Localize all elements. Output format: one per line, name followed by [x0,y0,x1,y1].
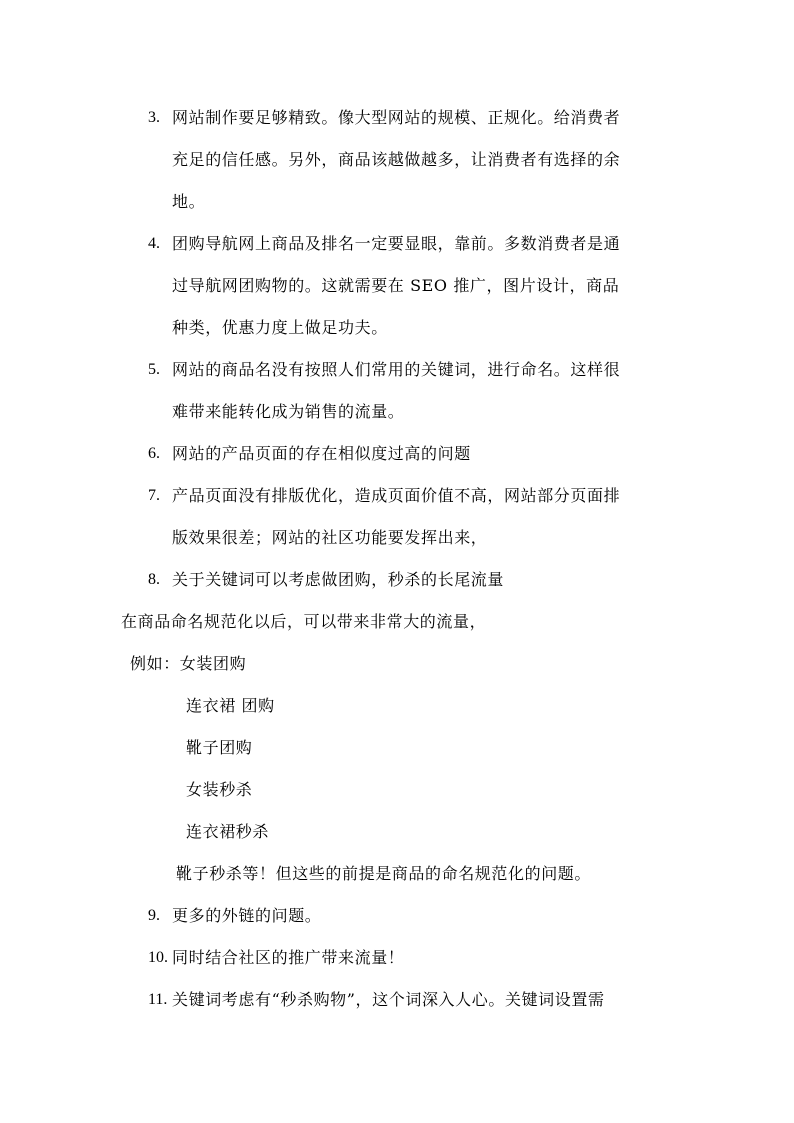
list-number: 9. [148,907,160,924]
list-number: 7. [148,487,160,504]
list-item-line: 版效果很差；网站的社区功能要发挥出来， [172,528,488,547]
example-item: 连衣裙 团购 [186,696,275,715]
example-item: 女装秒杀 [186,780,253,799]
list-item-line: 网站制作要足够精致。像大型网站的规模、正规化。给消费者 [172,108,621,127]
example-item: 连衣裙秒杀 [186,822,270,841]
body-paragraph: 在商品命名规范化以后，可以带来非常大的流量， [121,612,487,631]
list-number: 6. [148,445,160,462]
example-item: 靴子团购 [186,738,253,757]
list-item-line: 充足的信任感。另外，商品该越做越多，让消费者有选择的余 [172,150,621,169]
list-number: 10. [148,949,168,966]
list-item-line: 过导航网团购物的。这就需要在 SEO 推广，图片设计，商品 [172,276,620,295]
list-number: 5. [148,361,160,378]
example-label: 例如：女装团购 [130,654,247,673]
list-number: 8. [148,571,160,588]
list-item-line: 关于关键词可以考虑做团购，秒杀的长尾流量 [172,570,505,589]
list-item-line: 种类，优惠力度上做足功夫。 [172,318,388,337]
list-item-line: 网站的商品名没有按照人们常用的关键词，进行命名。这样很 [172,360,621,379]
list-item-line: 产品页面没有排版优化，造成页面价值不高，网站部分页面排 [172,486,621,505]
example-tail: 靴子秒杀等！但这些的前提是商品的命名规范化的问题。 [176,864,592,883]
list-item-line: 团购导航网上商品及排名一定要显眼，靠前。多数消费者是通 [172,234,621,253]
list-item-line: 同时结合社区的推广带来流量！ [172,948,405,967]
list-number: 11. [148,991,168,1008]
list-item-line: 地。 [172,192,206,211]
list-item-line: 难带来能转化成为销售的流量。 [172,402,405,421]
list-item-line: 网站的产品页面的存在相似度过高的问题 [172,444,471,463]
list-number: 3. [148,109,160,126]
list-item-line: 更多的外链的问题。 [172,906,322,925]
list-item-line: 关键词考虑有“秒杀购物”，这个词深入人心。关键词设置需 [172,990,605,1009]
list-number: 4. [148,235,160,252]
